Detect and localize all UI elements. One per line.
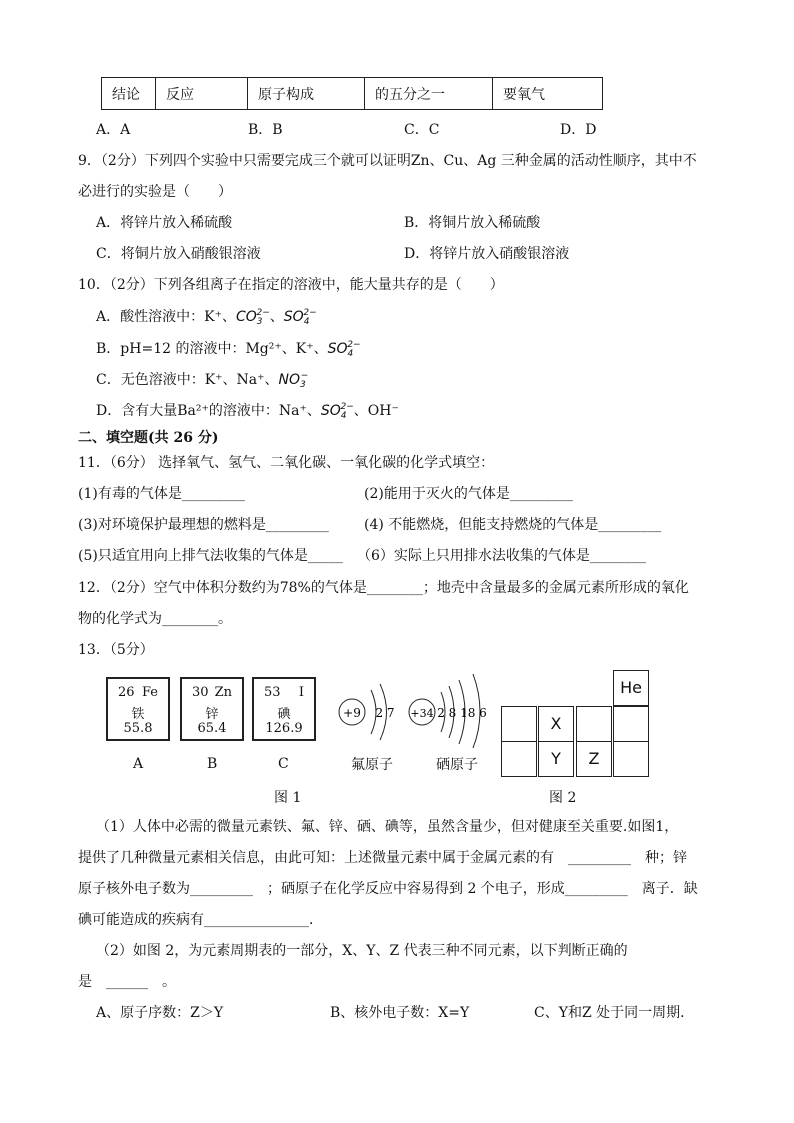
option-text: B．pH=12 的溶液中：Mg²⁺、K⁺、 <box>96 341 328 357</box>
grid-cell <box>613 706 649 742</box>
element-label-b: B <box>207 756 218 772</box>
q8-option-b[interactable]: B．B <box>248 122 283 138</box>
q10-stem: 10．（2分）下列各组离子在指定的溶液中，能大量共存的是（ ） <box>78 277 504 293</box>
q9-stem-line1: 9．（2分）下列四个实验中只需要完成三个就可以证明Zn、Cu、Ag 三种金属的活动性顺序，其中不 <box>78 153 697 169</box>
element-name: 碘 <box>277 707 291 722</box>
selenium-nucleus-charge: +34 <box>410 707 434 720</box>
q8-option-a[interactable]: A．A <box>96 122 131 138</box>
element-card-i <box>252 677 316 741</box>
q13-option-c[interactable]: C、Y和Z 处于同一周期． <box>534 1005 695 1021</box>
atomic-number: 30 <box>192 685 209 700</box>
grid-cell <box>501 741 537 777</box>
q13-part1-line4: 碘可能造成的疾病有_______________． <box>78 912 323 928</box>
atomic-number: 53 <box>264 685 281 700</box>
q10-option-b[interactable] <box>96 338 361 359</box>
q13-option-b[interactable]: B、核外电子数：X=Y <box>330 1005 470 1021</box>
q13-option-a[interactable]: A、原子序数：Z＞Y <box>96 1005 224 1021</box>
q13-part1-line2: 提供了几种微量元素相关信息，由此可知：上述微量元素中属于金属元素的有 _________ 种；锌 <box>78 850 687 866</box>
q10-option-c[interactable] <box>96 369 308 390</box>
grid-cell-z: Z <box>576 741 612 777</box>
element-name: 铁 <box>131 707 145 722</box>
element-symbol: Fe <box>141 685 158 700</box>
element-symbol: Zn <box>214 685 232 700</box>
element-label-a: A <box>133 756 144 772</box>
figure-2-caption: 图 2 <box>549 790 577 806</box>
ion-formula: $CO_3^{2-}$ <box>235 308 270 327</box>
table-cell: 要氧气 <box>493 78 603 110</box>
element-symbol: I <box>298 685 304 700</box>
option-text: D．含有大量Ba²⁺的溶液中：Na⁺、 <box>96 403 321 419</box>
q13-part1-line3: 原子核外电子数为_________ ；硒原子在化学反应中容易得到 2 个电子，形成_________ 离子．缺 <box>78 881 698 897</box>
element-name: 锌 <box>205 707 219 722</box>
option-text: A．酸性溶液中：K⁺、 <box>96 309 236 325</box>
selenium-shell-electrons: 2 8 18 6 <box>437 706 487 720</box>
element-label-c: C <box>278 756 289 772</box>
table-cell: 的五分之一 <box>365 78 493 110</box>
q13-part2-line2: 是 ______ 。 <box>78 974 176 990</box>
atomic-number: 26 <box>118 685 135 700</box>
fluorine-label: 氟原子 <box>351 757 393 773</box>
ion-formula: $SO_4^{2-}$ <box>283 308 317 327</box>
q9-option-d[interactable]: D．将锌片放入硝酸银溶液 <box>404 246 570 262</box>
q11-item-5: (5)只适宜用向上排气法收集的气体是_____ <box>78 548 343 564</box>
section-heading: 二、填空题(共 26 分) <box>78 430 219 446</box>
q9-option-a[interactable]: A．将锌片放入稀硫酸 <box>96 215 233 231</box>
q10-option-d[interactable] <box>96 400 399 421</box>
separator: 、 <box>269 309 284 325</box>
grid-cell-x: X <box>538 706 574 742</box>
q9-option-b[interactable]: B．将铜片放入稀硫酸 <box>404 215 541 231</box>
q8-option-d[interactable]: D．D <box>560 122 597 138</box>
ion-formula: $SO_4^{2-}$ <box>320 402 354 421</box>
grid-cell <box>576 706 612 742</box>
q11-item-1: (1)有毒的气体是_________ <box>78 486 245 502</box>
atomic-mass: 65.4 <box>197 721 227 736</box>
answer-table <box>101 77 603 110</box>
ion-tail: 、OH⁻ <box>353 403 399 419</box>
table-cell: 原子构成 <box>248 78 365 110</box>
q13-stem: 13．（5分） <box>78 642 154 658</box>
q11-item-2: (2)能用于灭火的气体是_________ <box>364 486 573 502</box>
atomic-mass: 55.8 <box>123 721 153 736</box>
q10-option-a[interactable] <box>96 306 317 327</box>
q12-line2: 物的化学式为________。 <box>78 611 232 627</box>
grid-cell <box>501 706 537 742</box>
element-card-zn <box>180 677 244 741</box>
q9-stem-line2: 必进行的实验是（ ） <box>78 184 232 200</box>
option-text: C．无色溶液中：K⁺、Na⁺、 <box>96 372 279 388</box>
q9-option-c[interactable]: C．将铜片放入硝酸银溶液 <box>96 246 261 262</box>
fluorine-nucleus-charge: +9 <box>343 706 361 720</box>
atomic-mass: 126.9 <box>265 721 303 736</box>
ion-formula: $SO_4^{2-}$ <box>327 340 361 359</box>
table-cell: 结论 <box>102 78 156 110</box>
q11-stem: 11．（6分） 选择氧气、氢气、二氧化碳、一氧化碳的化学式填空： <box>78 455 495 471</box>
table-cell: 反应 <box>156 78 248 110</box>
element-card-fe <box>106 677 170 741</box>
grid-cell-y: Y <box>538 741 574 777</box>
selenium-label: 硒原子 <box>436 757 478 773</box>
q11-item-4: (4) 不能燃烧，但能支持燃烧的气体是_________ <box>364 517 662 533</box>
q12-line1: 12．（2分）空气中体积分数约为78%的气体是________；地壳中含量最多的金属元素所形成的氧化 <box>78 580 689 596</box>
grid-cell <box>613 741 649 777</box>
atom-structure-diagrams <box>335 668 495 748</box>
grid-cell-he: He <box>613 670 649 706</box>
ion-formula: $NO_3^-$ <box>278 371 309 390</box>
fluorine-shell-electrons: 2 7 <box>375 706 395 720</box>
q11-item-6: （6）实际上只用排水法收集的气体是________ <box>357 548 646 564</box>
figure-1-caption: 图 1 <box>274 790 302 806</box>
q13-part2-line1: （2）如图 2，为元素周期表的一部分，X、Y、Z 代表三种不同元素，以下判断正确的 <box>96 943 628 959</box>
q13-part1-line1: （1）人体中必需的微量元素铁、氟、锌、硒、碘等，虽然含量少，但对健康至关重要.如图1， <box>96 819 679 835</box>
q8-option-c[interactable]: C．C <box>404 122 440 138</box>
q11-item-3: (3)对环境保护最理想的燃料是_________ <box>78 517 329 533</box>
